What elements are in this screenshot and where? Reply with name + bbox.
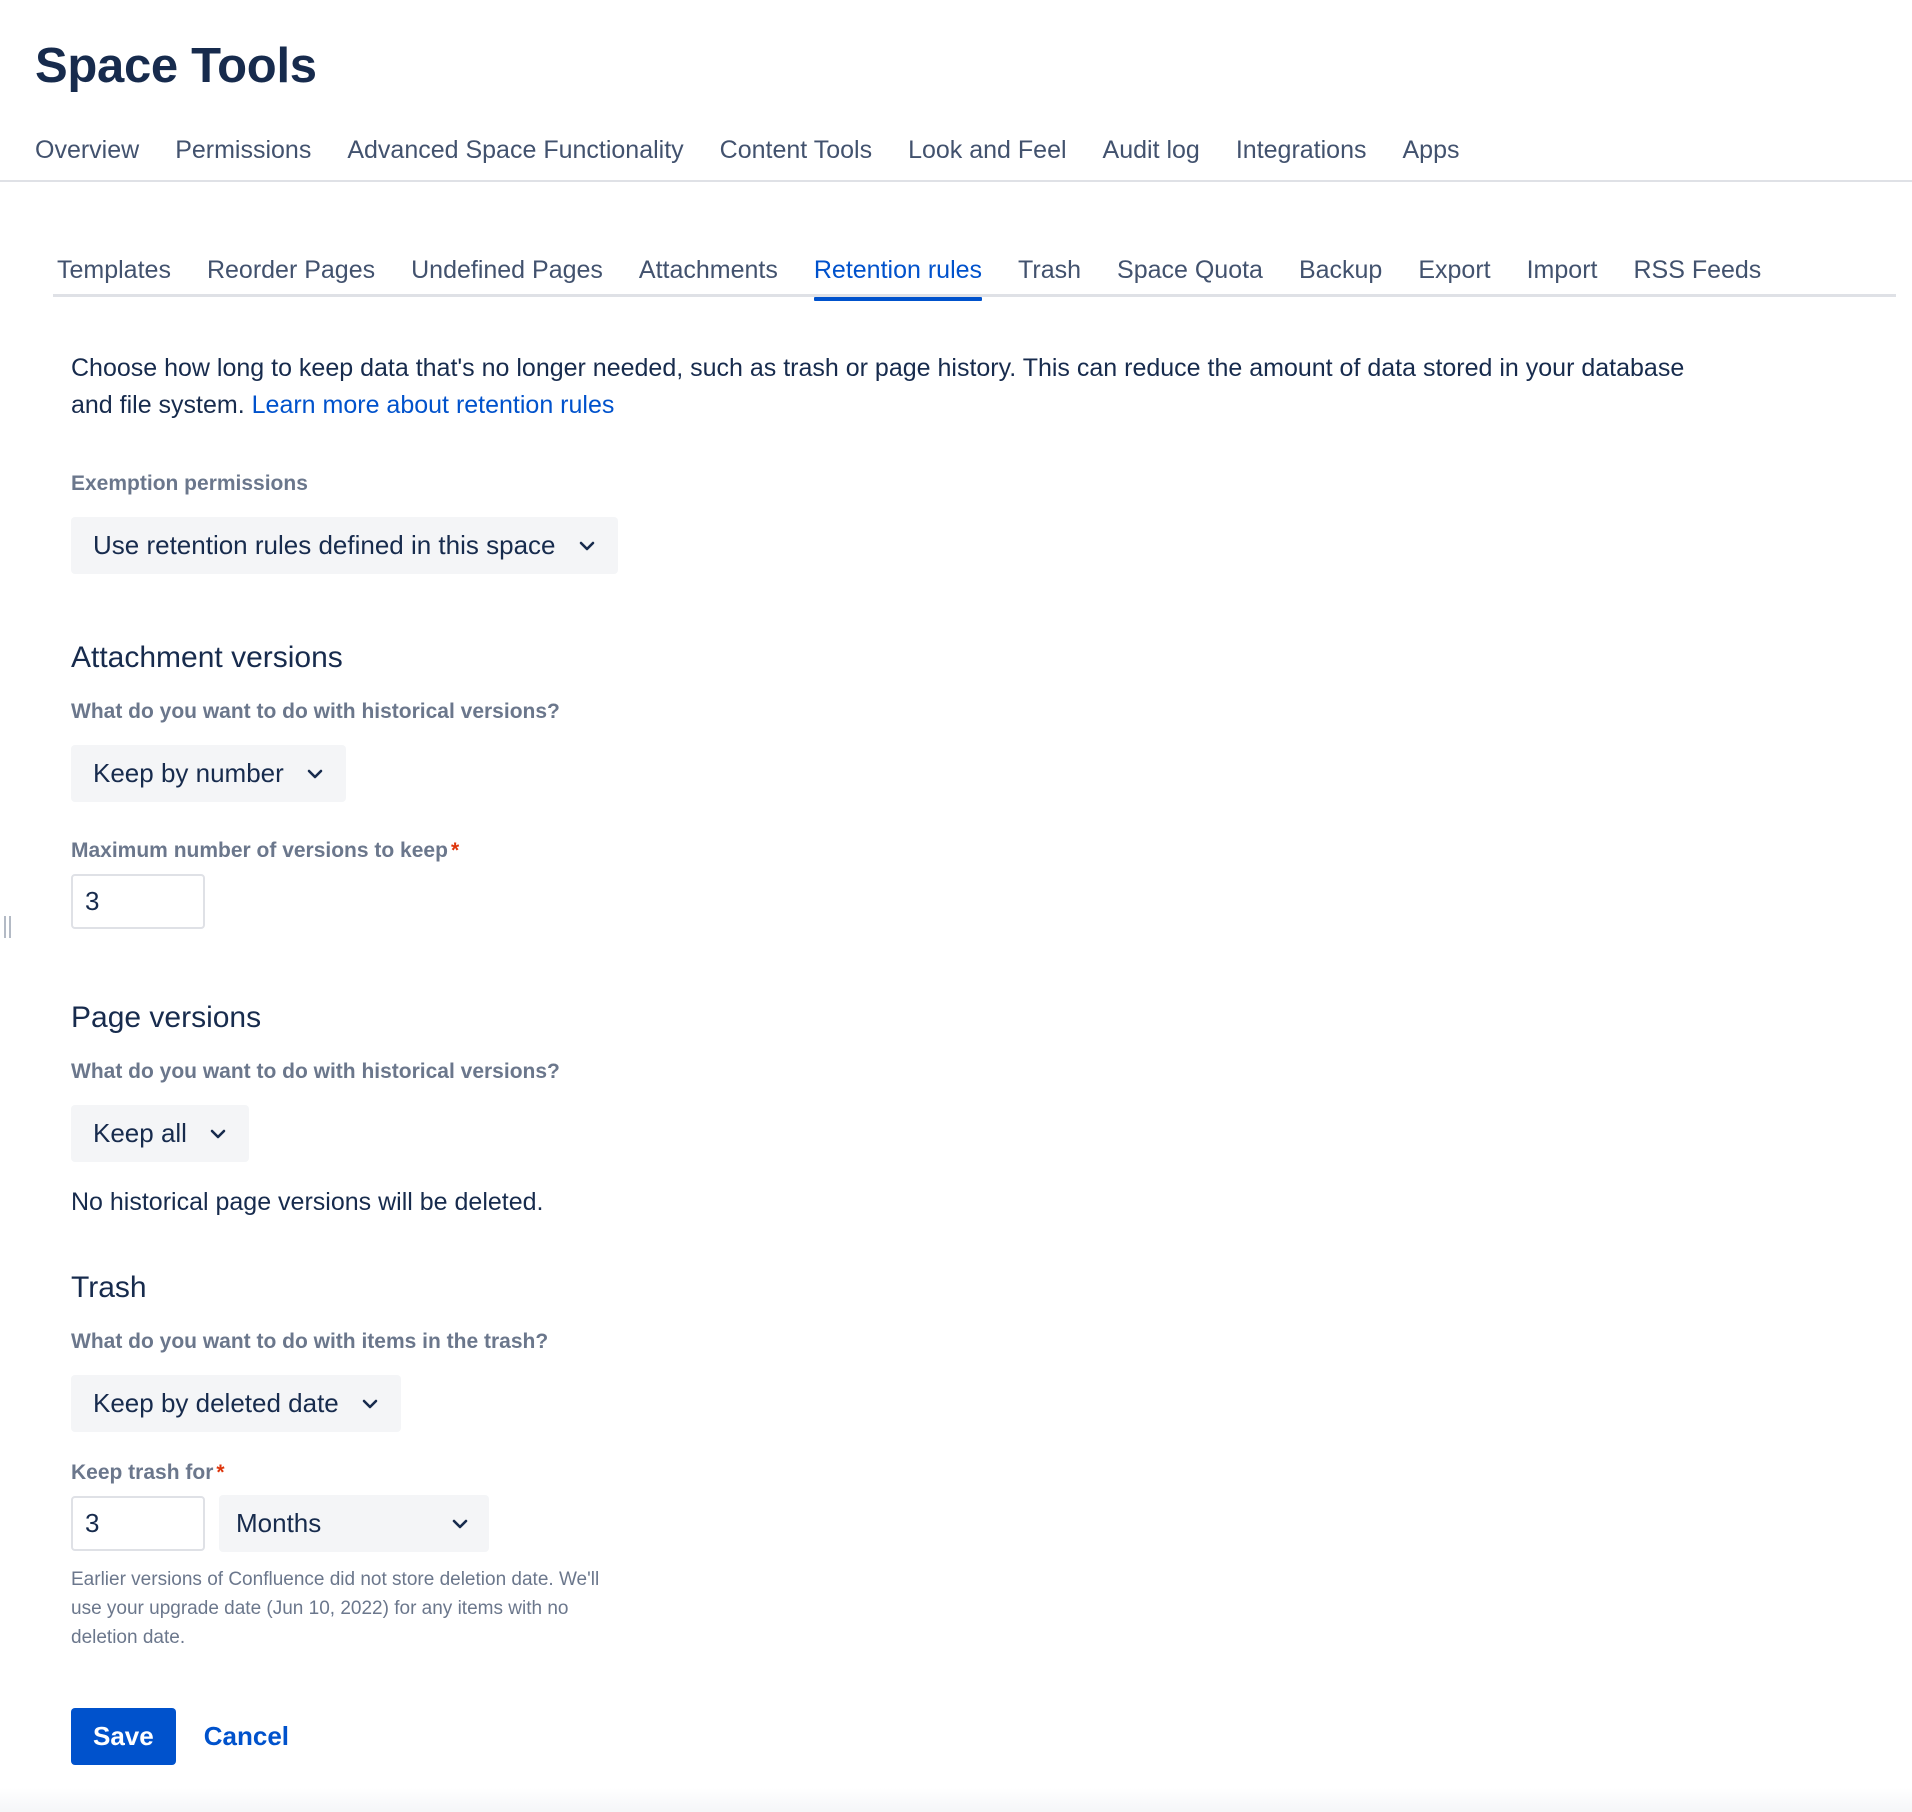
tab-undefined-pages[interactable]: Undefined Pages [411,256,603,284]
trash-title: Trash [71,1271,147,1304]
exemption-select-value: Use retention rules defined in this space [93,530,556,560]
nav-content-tools[interactable]: Content Tools [719,136,873,164]
nav-audit-log[interactable]: Audit log [1102,136,1200,164]
trash-help-text: Earlier versions of Confluence did not store deletion date. We'll use your upgrade date (Jun 10, 2022) for any items with no deletion date. [71,1569,600,1648]
attachment-versions-title: Attachment versions [71,641,343,674]
chevron-down-icon [361,1398,379,1410]
form-actions [71,1708,289,1765]
cancel-button[interactable]: Cancel [203,1721,289,1751]
tab-backup[interactable]: Backup [1298,256,1383,284]
tabs-divider [53,294,1896,297]
attachment-versions-select[interactable] [71,745,346,802]
page-title: Space Tools [35,39,317,93]
primary-nav-divider [0,180,1912,182]
required-marker: * [216,1461,225,1484]
trash-select[interactable] [71,1375,401,1432]
nav-look-and-feel[interactable]: Look and Feel [908,136,1067,164]
nav-apps[interactable]: Apps [1402,136,1460,164]
nav-overview[interactable]: Overview [35,136,140,164]
trash-select-value: Keep by deleted date [93,1388,339,1418]
max-versions-label [71,837,459,865]
tab-export[interactable]: Export [1418,256,1491,284]
keep-trash-label [71,1459,225,1487]
nav-permissions[interactable]: Permissions [175,136,312,164]
trash-question: What do you want to do with items in the trash? [71,1330,549,1353]
tab-retention-rules[interactable]: Retention rules [814,248,982,298]
exemption-label: Exemption permissions [71,472,308,495]
tab-templates[interactable]: Templates [57,256,171,284]
max-versions-input[interactable] [71,874,205,929]
primary-nav [35,128,1459,172]
page-versions-question: What do you want to do with historical versions? [71,1060,560,1083]
trash-unit-select[interactable] [219,1495,489,1552]
chevron-down-icon [306,768,324,780]
attachment-versions-select-value: Keep by number [93,758,284,788]
tab-attachments[interactable]: Attachments [638,256,778,284]
page-versions-note: No historical page versions will be deleted. [71,1188,544,1216]
trash-unit-select-value: Months [236,1508,322,1538]
attachment-versions-question: What do you want to do with historical versions? [71,700,560,723]
chevron-down-icon [451,1518,469,1530]
page-versions-title: Page versions [71,1001,262,1034]
tab-trash[interactable]: Trash [1018,256,1082,284]
content-tools-tabs [57,248,1895,298]
page-bottom-shadow [0,1788,1912,1812]
exemption-select[interactable] [71,517,618,574]
nav-integrations[interactable]: Integrations [1235,136,1367,164]
tab-rss-feeds[interactable]: RSS Feeds [1633,256,1762,284]
tab-import[interactable]: Import [1526,256,1598,284]
chevron-down-icon [578,540,596,552]
chevron-down-icon [209,1128,227,1140]
intro-description: Choose how long to keep data that's no longer needed, such as trash or page history. This can reduce the amount of data stored in your database and file system. [71,354,1685,419]
required-marker: * [450,839,460,862]
tab-space-quota[interactable]: Space Quota [1117,256,1263,284]
learn-more-link[interactable]: Learn more about retention rules [251,391,615,419]
keep-trash-input[interactable] [71,1496,205,1551]
resize-handle-icon[interactable] [4,916,12,938]
page-versions-select[interactable] [71,1105,249,1162]
nav-advanced-space-functionality[interactable]: Advanced Space Functionality [347,136,684,164]
max-versions-label-text: Maximum number of versions to keep [71,839,448,862]
save-button[interactable]: Save [71,1708,176,1765]
keep-trash-label-text: Keep trash for [71,1461,214,1484]
tab-reorder-pages[interactable]: Reorder Pages [206,256,376,284]
intro-text [71,350,1721,424]
page-versions-select-value: Keep all [93,1118,187,1148]
